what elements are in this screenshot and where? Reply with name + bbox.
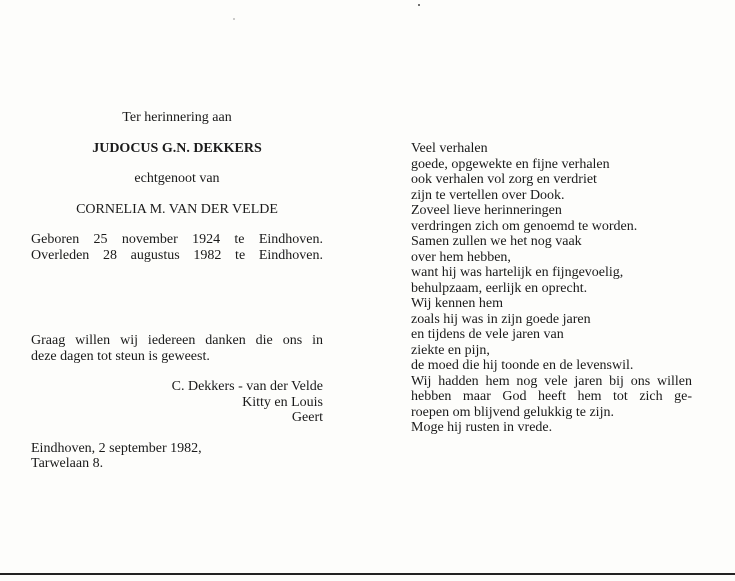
relation-text: echtgenoot van — [134, 171, 220, 186]
poem-line: over hem hebben, — [411, 249, 511, 265]
signature-2: Kitty en Louis — [242, 394, 323, 410]
poem-line: Wij kennen hem — [411, 296, 503, 311]
card-bottom-edge — [0, 573, 735, 575]
poem-line: want hij was hartelijk en fijngevoelig, — [411, 265, 624, 280]
address: Tarwelaan 8. — [31, 456, 104, 471]
poem-line: Wij hadden hem nog vele jaren bij ons willen — [411, 373, 692, 389]
poem-line: Veel verhalen — [411, 141, 488, 156]
poem-line: ziekte en pijn, — [411, 342, 490, 358]
intro-text: Ter herinnering aan — [122, 110, 232, 125]
poem-line: en tijdens de vele jaren van — [411, 327, 564, 342]
poem-line: zoals hij was in zijn goede jaren — [411, 311, 591, 327]
born-line: Geboren 25 november 1924 te Eindhoven. — [31, 232, 323, 247]
poem-line: roepen om blijvend gelukkig te zijn. — [411, 404, 614, 420]
poem-line: hebben maar God heeft hem tot zich ge- — [411, 389, 692, 404]
print-speck — [233, 18, 235, 20]
poem-line: verdringen zich om genoemd te worden. — [411, 218, 638, 234]
spouse-name: CORNELIA M. VAN DER VELDE — [76, 201, 278, 217]
deceased-name: JUDOCUS G.N. DEKKERS — [92, 140, 262, 156]
poem-line: ook verhalen vol zorg en verdriet — [411, 172, 597, 187]
poem — [411, 141, 692, 436]
poem-line: Samen zullen we het nog vaak — [411, 234, 582, 249]
poem-line: Moge hij rusten in vrede. — [411, 420, 553, 435]
died-line: Overleden 28 augustus 1982 te Eindhoven. — [31, 247, 323, 263]
poem-line: goede, opgewekte en fijne verhalen — [411, 156, 610, 172]
thanks-line-1: Graag willen wij iedereen danken die ons in — [31, 333, 323, 348]
print-speck — [418, 4, 420, 6]
left-column — [31, 110, 323, 472]
thanks-line-2: deze dagen tot steun is geweest. — [31, 348, 210, 364]
signature-3: Geert — [291, 410, 323, 425]
poem-line: zijn te vertellen over Dook. — [411, 187, 565, 203]
poem-line: de moed die hij toonde en de levenswil. — [411, 358, 634, 373]
place-date: Eindhoven, 2 september 1982, — [31, 440, 202, 456]
poem-line: Zoveel lieve herinneringen — [411, 203, 562, 218]
poem-line: behulpzaam, eerlijk en oprecht. — [411, 280, 588, 296]
signature-1: C. Dekkers - van der Velde — [171, 379, 323, 394]
